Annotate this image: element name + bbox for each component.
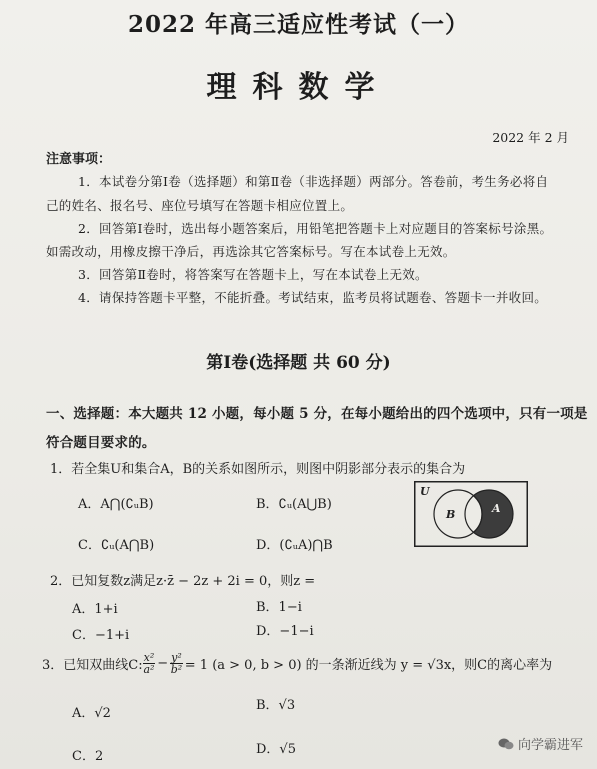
watermark-text: 向学霸进军 xyxy=(517,738,583,753)
question-3-option-c: C．2 xyxy=(72,749,104,764)
notice-heading: 注意事项： xyxy=(46,152,112,167)
question-2-option-d: D．−1−i xyxy=(256,624,314,639)
notice-line: 己的姓名、报名号、座位号填写在答题卡相应位置上。 xyxy=(46,198,354,213)
exam-date: 2022 年 2 月 xyxy=(492,130,569,145)
section-title: 第Ⅰ卷(选择题 共 60 分) xyxy=(206,353,391,373)
venn-set-a-label: A xyxy=(492,502,501,515)
fraction-denominator: a² xyxy=(143,663,155,676)
question-3-stem xyxy=(42,652,552,675)
part-description: 一、选择题：本大题共 12 小题，每小题 5 分，在每小题给出的四个选项中，只有一项是 xyxy=(46,406,588,422)
question-3-stem-suffix: = 1 (a > 0, b > 0) 的一条渐近线为 y = √3x，则C的离心率为 xyxy=(184,658,553,673)
question-2-stem: 2．已知复数z满足z·z̄ − 2z + 2i = 0，则z = xyxy=(50,574,316,589)
fraction-denominator: b² xyxy=(170,663,183,676)
fraction-y2-b2 xyxy=(170,652,183,675)
venn-diagram xyxy=(414,481,528,547)
question-3-option-b: B．√3 xyxy=(256,698,296,713)
venn-universe-label: U xyxy=(420,485,430,498)
question-1-option-d: D．(∁ᵤA)⋂B xyxy=(256,538,333,553)
notice-line: 3．回答第Ⅱ卷时，将答案写在答题卡上，写在本试卷上无效。 xyxy=(78,267,428,282)
fraction-numerator: x² xyxy=(143,651,155,664)
question-2-option-c: C．−1+i xyxy=(72,628,130,643)
notice-line: 如需改动，用橡皮擦干净后，再选涂其它答案标号。写在本试卷上无效。 xyxy=(46,244,456,259)
fraction-numerator: y² xyxy=(171,651,182,664)
question-1-stem: 1．若全集U和集合A，B的关系如图所示，则图中阴影部分表示的集合为 xyxy=(50,462,466,477)
question-2-option-a: A．1+i xyxy=(72,602,118,617)
part-description: 符合题目要求的。 xyxy=(46,435,156,451)
question-1-option-a: A．A⋂(∁ᵤB) xyxy=(78,497,154,512)
question-1-option-b: B．∁ᵤ(A⋃B) xyxy=(256,497,332,512)
question-1-option-c: C．∁ᵤ(A⋂B) xyxy=(78,538,155,553)
question-3-stem-prefix: 3．已知双曲线C: xyxy=(42,658,143,673)
minus-sign: − xyxy=(157,656,169,671)
exam-title: 2022 年高三适应性考试（一） xyxy=(127,11,470,38)
question-3-option-d: D．√5 xyxy=(256,742,296,757)
question-3-option-a: A．√2 xyxy=(72,706,111,721)
subject-title: 理科数学 xyxy=(206,70,391,105)
fraction-x2-a2 xyxy=(143,652,156,675)
notice-line: 1．本试卷分第Ⅰ卷（选择题）和第Ⅱ卷（非选择题）两部分。答卷前，考生务必将自 xyxy=(78,174,549,189)
notice-line: 4．请保持答题卡平整，不能折叠。考试结束，监考员将试题卷、答题卡一并收回。 xyxy=(78,290,548,305)
wechat-icon xyxy=(498,738,514,750)
notice-line: 2．回答第Ⅰ卷时，选出每小题答案后，用铅笔把答题卡上对应题目的答案标号涂黑。 xyxy=(78,221,553,236)
question-2-option-b: B．1−i xyxy=(256,600,302,615)
watermark xyxy=(498,734,583,753)
venn-set-b-label: B xyxy=(446,508,456,521)
